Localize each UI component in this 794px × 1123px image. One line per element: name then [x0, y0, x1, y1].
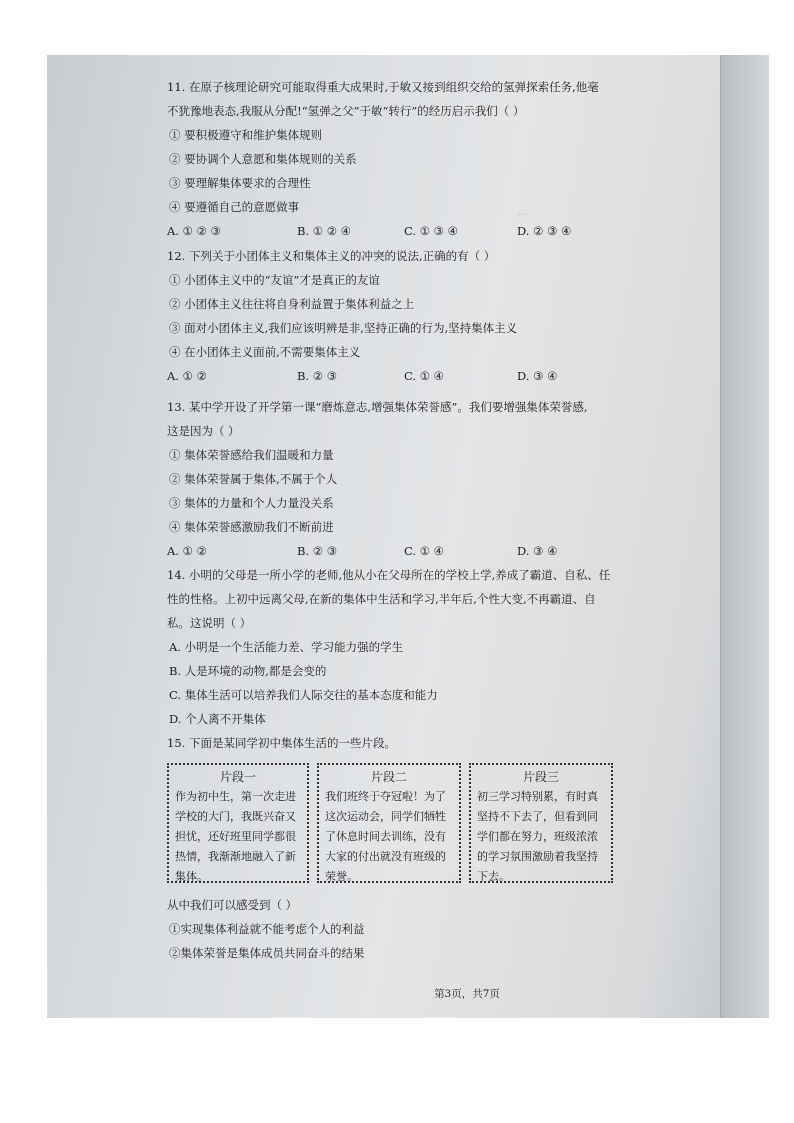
- statement-item: ② 小团体主义往往将自身利益置于集体利益之上: [169, 297, 415, 311]
- story-panels: [167, 759, 767, 893]
- statement-item: ② 集体荣誉属于集体,不属于个人: [169, 472, 338, 486]
- statement-item: ① 要积极遵守和维护集体规则: [169, 128, 323, 142]
- question-stem: 15. 下面是某同学初中集体生活的一些片段。: [167, 736, 396, 750]
- scanned-photo: [47, 55, 769, 1018]
- choice-c: C. ① ④: [404, 544, 444, 558]
- exam-page: [157, 55, 769, 1018]
- answer-choices: [167, 219, 767, 243]
- statement-item: ② 要协调个人意愿和集体规则的关系: [169, 152, 357, 166]
- panel-1: [167, 763, 309, 883]
- statement-item: ③ 集体的力量和个人力量没关系: [169, 496, 334, 510]
- choice-c: C. ① ④: [404, 369, 444, 383]
- panel-text: 我们班终于夺冠啦！为了这次运动会，同学们牺牲了休息时间去训练，没有大家的付出就没有班级的荣誉。: [325, 790, 446, 883]
- choice-a: A. ① ②: [167, 369, 207, 383]
- question-13: [167, 395, 767, 563]
- option-c: C. 集体生活可以培养我们人际交往的基本态度和能力: [169, 688, 438, 702]
- statement-item: ③ 面对小团体主义,我们应该明辨是非,坚持正确的行为,坚持集体主义: [169, 321, 518, 335]
- question-prompt: 从中我们可以感受到（ ）: [167, 898, 298, 912]
- question-stem: 这是因为（ ）: [167, 424, 240, 438]
- panel-title: 片段二: [370, 770, 407, 784]
- question-11: [167, 75, 767, 243]
- panel-2: [317, 763, 461, 883]
- statement-item: ①实现集体利益就不能考虑个人的利益: [169, 922, 365, 936]
- statement-item: ① 集体荣誉感给我们温暖和力量: [169, 448, 334, 462]
- choice-b: B. ② ③: [297, 544, 338, 558]
- choice-d: D. ③ ④: [517, 369, 558, 383]
- choice-b: B. ① ② ④: [297, 224, 352, 238]
- option-a: A. 小明是一个生活能力差、学习能力强的学生: [169, 640, 404, 654]
- panel-text: 作为初中生，第一次走进学校的大门，我既兴奋又担忧，还好班里同学都很热情，我渐渐地融入了新集体。: [175, 790, 296, 883]
- question-stem: 13. 某中学开设了开学第一课“磨炼意志,增强集体荣誉感”。我们要增强集体荣誉感,: [167, 400, 588, 414]
- panel-title: 片段一: [219, 770, 256, 784]
- question-stem: 不犹豫地表态,我服从分配!“氢弹之父”于敏“转行”的经历启示我们（ ）: [167, 104, 525, 118]
- panel-3: [469, 763, 613, 883]
- question-stem: 性的性格。上初中远离父母,在新的集体中生活和学习,半年后,个性大变,不再霸道、自: [167, 592, 596, 606]
- question-12: [167, 244, 767, 388]
- question-14: [167, 563, 767, 731]
- statement-item: ④ 在小团体主义面前,不需要集体主义: [169, 345, 361, 359]
- choice-c: C. ① ③ ④: [404, 224, 458, 238]
- statement-item: ④ 要遵循自己的意愿做事: [169, 200, 300, 214]
- choice-d: D. ② ③ ④: [517, 224, 572, 238]
- question-stem: 12. 下列关于小团体主义和集体主义的冲突的说法,正确的有（ ）: [167, 249, 496, 263]
- question-stem: 私。这说明（ ）: [167, 616, 252, 630]
- panel-text: 初三学习特别累，有时真坚持不下去了，但看到同学们都在努力，班级浓浓的学习氛围激励着我坚持下去。: [477, 790, 598, 883]
- choice-a: A. ① ②: [167, 544, 207, 558]
- choice-d: D. ③ ④: [517, 544, 558, 558]
- statement-item: ②集体荣誉是集体成员共同奋斗的结果: [169, 946, 365, 960]
- question-stem: 11. 在原子核理论研究可能取得重大成果时,于敏又接到组织交给的氢弹探索任务,他毫: [167, 80, 599, 94]
- choice-b: B. ② ③: [297, 369, 338, 383]
- statement-item: ③ 要理解集体要求的合理性: [169, 176, 311, 190]
- answer-choices: [167, 539, 767, 563]
- panel-title: 片段三: [522, 770, 559, 784]
- bleed-through-text: …: [517, 205, 528, 218]
- statement-item: ① 小团体主义中的“友谊”才是真正的友谊: [169, 273, 380, 287]
- option-b: B. 人是环境的动物,都是会变的: [169, 664, 327, 678]
- statement-item: ④ 集体荣誉感激励我们不断前进: [169, 520, 334, 534]
- option-d: D. 个人离不开集体: [169, 712, 266, 726]
- question-stem: 14. 小明的父母是一所小学的老师,他从小在父母所在的学校上学,养成了霸道、自私、任: [167, 568, 611, 582]
- question-15: [167, 731, 767, 965]
- choice-a: A. ① ② ③: [167, 224, 221, 238]
- page-footer: 第3页，共7页: [434, 988, 500, 1000]
- answer-choices: [167, 364, 767, 388]
